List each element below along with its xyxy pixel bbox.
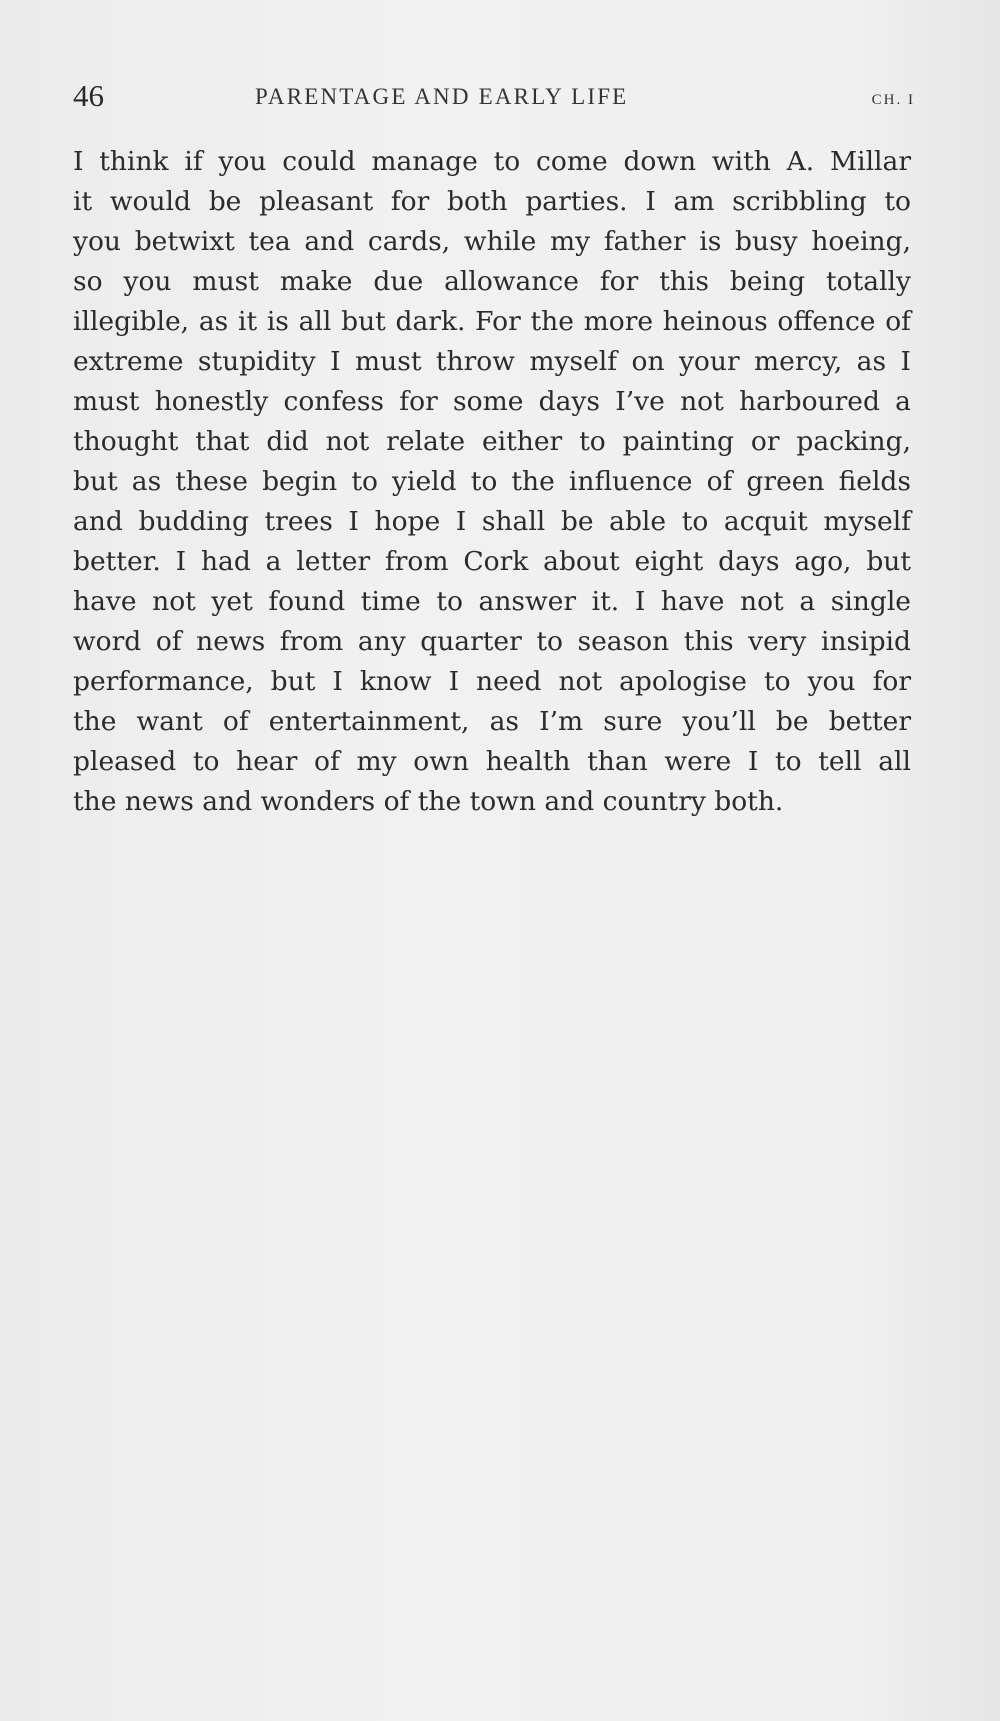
text-line: illegible, as it is all but dark. For the more heinous offence of (73, 306, 911, 337)
text-line: you betwixt tea and cards, while my father is busy hoeing, (73, 226, 911, 257)
text-line: I think if you could manage to come down with A. Millar (73, 146, 911, 177)
letter-text (73, 142, 911, 822)
chapter-mark: CH. I (871, 92, 915, 108)
text-line: word of news from any quarter to season this very insipid (73, 626, 911, 657)
text-line: thought that did not relate either to painting or packing, (73, 426, 911, 457)
page-number: 46 (73, 78, 104, 113)
text-line: the want of entertainment, as I’m sure you’ll be better (73, 706, 911, 737)
text-line: so you must make due allowance for this being totally (73, 266, 911, 297)
text-line: and budding trees I hope I shall be able to acquit myself (73, 506, 911, 537)
text-line: pleased to hear of my own health than were I to tell all (73, 746, 911, 777)
text-line: performance, but I know I need not apologise to you for (73, 666, 911, 697)
text-line: extreme stupidity I must throw myself on your mercy, as I (73, 346, 911, 377)
running-head (73, 78, 915, 118)
text-line: have not yet found time to answer it. I have not a single (73, 586, 911, 617)
text-line: better. I had a letter from Cork about eight days ago, but (73, 546, 911, 577)
text-line: but as these begin to yield to the influence of green fields (73, 466, 911, 497)
text-line: must honestly confess for some days I’ve not harboured a (73, 386, 911, 417)
text-line: it would be pleasant for both parties. I am scribbling to (73, 186, 911, 217)
running-title: PARENTAGE AND EARLY LIFE (255, 84, 629, 109)
text-line: the news and wonders of the town and country both. (73, 786, 784, 817)
